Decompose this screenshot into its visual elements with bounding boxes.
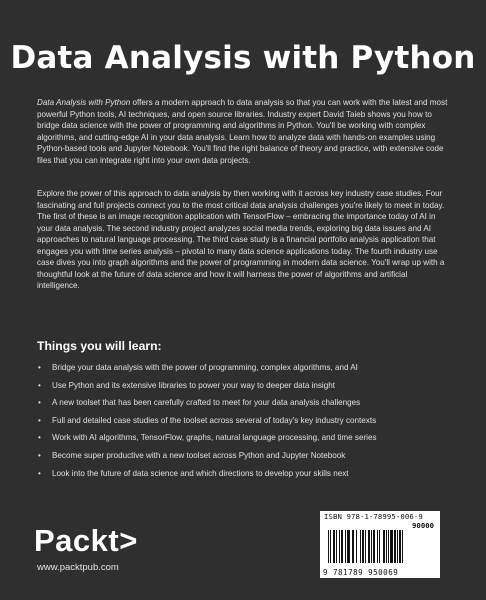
learn-item: • Look into the future of data science and which directions to develop your skills next (37, 468, 457, 479)
learn-heading: Things you will learn: (37, 339, 162, 353)
barcode-bars (328, 530, 434, 565)
book-title: Data Analysis with Python (10, 40, 476, 76)
isbn-digits: 9 781789 950069 (323, 568, 399, 577)
learn-item: • A new toolset that has been carefully crafted to meet for your data analysis challenges (37, 397, 457, 408)
learn-item: • Work with AI algorithms, TensorFlow, graphs, natural language processing, and time series (37, 432, 457, 443)
price-code: 90000 (412, 521, 434, 530)
description-paragraph-1 (37, 97, 451, 166)
book-title-italic: Data Analysis with Python (37, 98, 131, 107)
publisher-website: www.packtpub.com (37, 562, 119, 573)
packt-logo: Packt> (34, 523, 138, 558)
description-paragraph-2: Explore the power of this approach to data analysis by then working with it across key industry case studies. Four fascinating and full projects connect you to the most critical data analysis challenges you're likely to meet in today. The first of these is an image recognition application with TensorFlow – embracing the importance today of AI in your data analysis. The second industry project analyzes social media trends, exploring big data issues and AI approaches to natural language processing. The third case study is a financial portfolio analysis application that engages you with time series analysis – pivotal to many data science applications today. The fourth industry use case dives you into graph algorithms and the power of programming in modern data science. You'll wrap up with a thoughtful look at the future of data science and how it will harness the power of algorithms and artificial intelligence. (37, 189, 445, 290)
isbn-barcode-box (320, 511, 440, 578)
barcode-gap (403, 530, 404, 563)
learn-item: • Become super productive with a new toolset across Python and Jupyter Notebook (37, 450, 457, 461)
learn-item: • Use Python and its extensive libraries to power your way to deeper data insight (37, 380, 457, 391)
learn-item: • Bridge your data analysis with the power of programming, complex algorithms, and AI (37, 362, 457, 373)
learn-item: • Full and detailed case studies of the toolset across several of today's key industry contexts (37, 415, 457, 426)
isbn-label: ISBN 978-1-78995-006-9 (324, 512, 423, 521)
description-paragraph-1-text: offers a modern approach to data analysis so that you can work with the latest and most powerful Python tools, AI techniques, and open source libraries. Industry expert David Taieb shows you how to bridge data science with the power of programming and algorithms in Python. You'll be working with complex algorithms, and cutting-edge AI in your data analysis. Learn how to analyze data with hands-on examples using Python-based tools and Jupyter Notebook. You'll find the right balance of theory and practice, with extensive code files that you can integrate right into your own data projects. (37, 98, 448, 165)
learn-list (37, 362, 457, 485)
